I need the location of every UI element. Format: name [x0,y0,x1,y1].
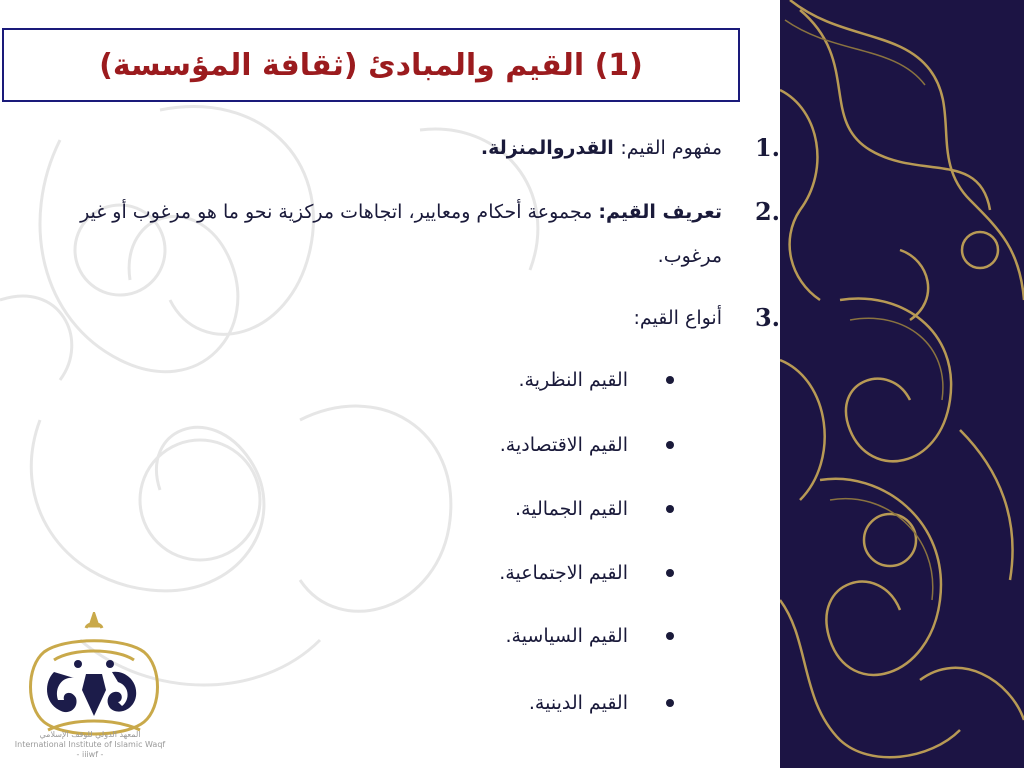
list-item [454,621,674,651]
bullet-text: القيم الاقتصادية. [499,434,628,456]
list-item [474,688,674,718]
bullet-icon [666,699,674,707]
bullet-text: القيم الدينية. [528,692,628,714]
item-text: مجموعة أحكام ومعايير، اتجاهات مركزية نحو ما هو مرغوب أو غير مرغوب. [80,201,722,267]
list-item [444,558,674,588]
item-number: 3. [754,303,780,332]
logo-caption [10,730,170,760]
bullet-icon [666,632,674,640]
bullet-icon [666,376,674,384]
bullet-text: القيم السياسية. [505,625,628,647]
bullet-text: القيم الجمالية. [515,498,628,520]
logo-caption-abbr: - iiiwf - [76,750,104,759]
item-number: 2. [754,197,780,226]
bullet-icon [666,441,674,449]
item-label: تعريف القيم: [598,201,722,223]
list-item [474,494,674,524]
bullet-icon [666,505,674,513]
gold-arabesque-icon [780,0,1024,768]
item-label: مفهوم القيم: [620,137,722,159]
slide-title: (1) القيم والمبادئ (ثقافة المؤسسة) [99,47,643,83]
item-label: أنواع القيم: [633,307,722,329]
list-item [434,430,674,460]
list-item [474,365,674,395]
title-box [2,28,740,102]
bullet-text: القيم النظرية. [518,369,628,391]
logo-caption-arabic: المعهد الدولي للوقف الإسلامي [39,730,141,739]
item-text: القدروالمنزلة. [480,137,621,159]
bullet-text: القيم الاجتماعية. [499,562,628,584]
logo-caption-english: International Institute of Islamic Waqf [14,740,166,749]
decorative-side-panel [780,0,1024,768]
item-number: 1. [754,133,780,162]
bullet-icon [666,569,674,577]
